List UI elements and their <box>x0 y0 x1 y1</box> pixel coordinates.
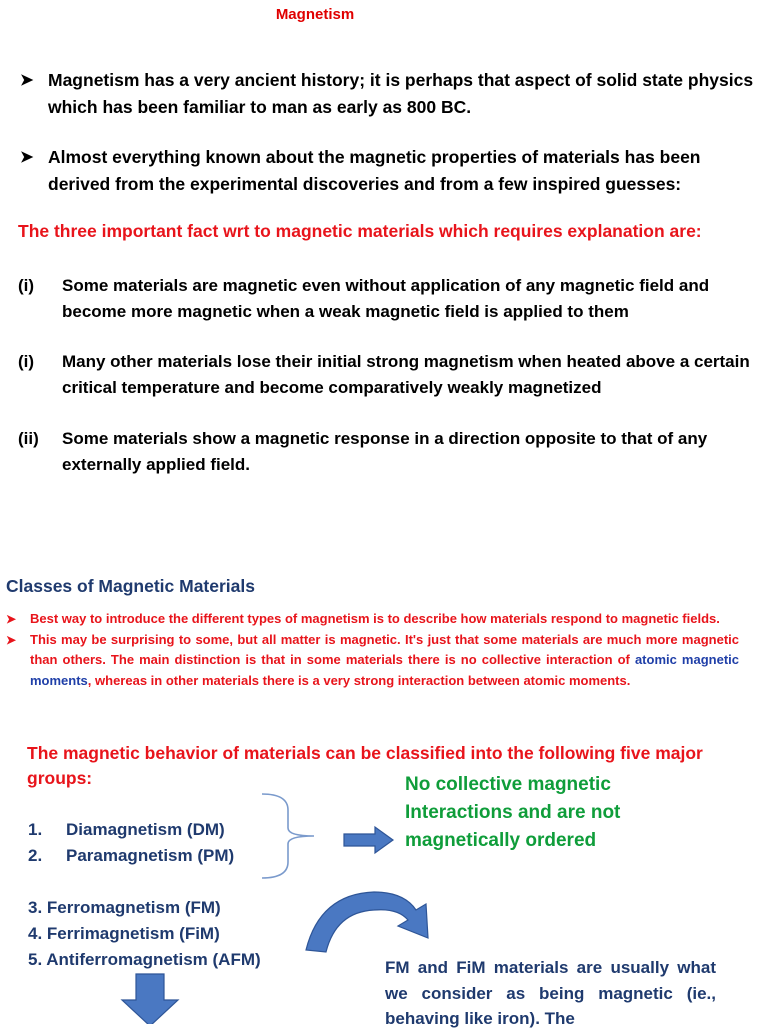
fact-text: Some materials show a magnetic response in a direction opposite to that of any externally applied field. <box>62 429 708 474</box>
fact-number: (i) <box>18 276 35 295</box>
behavior-heading: The magnetic behavior of materials can be classified into the following five major groups: <box>27 743 703 788</box>
classes-heading: Classes of Magnetic Materials <box>6 576 255 596</box>
group-item: 5. Antiferromagnetism (AFM) <box>28 950 261 969</box>
group-label: Diamagnetism (DM) <box>66 820 225 839</box>
intro-bullet-text: Almost everything known about the magnetic properties of materials has been derived from the experimental discoveries and from a few inspired guesses: <box>48 147 701 194</box>
right-brace-icon <box>258 790 328 882</box>
fact-item <box>18 349 763 400</box>
group-number: 1. <box>28 820 43 839</box>
class-bullets <box>6 609 739 691</box>
arrowhead-bullet-icon: ➤ <box>6 632 17 647</box>
atomic-moments-highlight: atomic magnetic moments <box>30 652 739 688</box>
intro-bullet <box>20 67 760 121</box>
groups-list-a <box>28 817 234 869</box>
fact-number: (i) <box>18 352 35 371</box>
groups-list-b <box>28 895 261 973</box>
intro-bullet <box>20 144 760 198</box>
fact-number: (ii) <box>18 429 39 448</box>
facts-heading: The three important fact wrt to magnetic materials which requires explanation are: <box>18 221 702 241</box>
block-down-arrow-icon <box>120 970 180 1024</box>
group-item <box>28 817 234 843</box>
fm-note: FM and FiM materials are usually what we consider as being magnetic (ie., behaving like iron). The <box>385 958 716 1028</box>
class-bullet-text: This may be surprising to some, but all matter is magnetic. It's just that some materials are much more magnetic than others. The main distinction is that in some materials there is no collective interaction of <box>30 631 739 667</box>
group-number: 2. <box>28 846 43 865</box>
class-bullet <box>6 630 739 692</box>
fact-text: Some materials are magnetic even without application of any magnetic field and become more magnetic when a weak magnetic field is applied to them <box>62 276 710 321</box>
group-item <box>28 843 234 869</box>
intro-bullet-text: Magnetism has a very ancient history; it is perhaps that aspect of solid state physics which has been familiar to man as early as 800 BC. <box>48 70 754 117</box>
curved-arrow-icon <box>300 888 440 958</box>
group-item: 3. Ferromagnetism (FM) <box>28 898 221 917</box>
arrowhead-bullet-icon: ➤ <box>20 72 34 89</box>
page-title: Magnetism <box>275 6 355 23</box>
fact-item <box>18 273 763 324</box>
group-label: Paramagnetism (PM) <box>66 846 235 865</box>
group-item: 4. Ferrimagnetism (FiM) <box>28 924 220 943</box>
class-bullet-text: Best way to introduce the different types of magnetism is to describe how materials respond to magnetic fields. <box>30 611 720 626</box>
arrowhead-bullet-icon: ➤ <box>20 149 34 166</box>
class-bullet <box>6 609 739 630</box>
fact-text: Many other materials lose their initial strong magnetism when heated above a certain critical temperature and become comparatively weakly magnetized <box>62 352 750 397</box>
block-right-arrow-icon <box>343 825 395 855</box>
fact-item <box>18 426 763 477</box>
arrowhead-bullet-icon: ➤ <box>6 612 17 626</box>
no-collective-note: No collective magnetic Interactions and are not magnetically ordered <box>405 774 621 851</box>
class-bullet-text-end: , whereas in other materials there is a very strong interaction between atomic moments. <box>87 672 631 688</box>
